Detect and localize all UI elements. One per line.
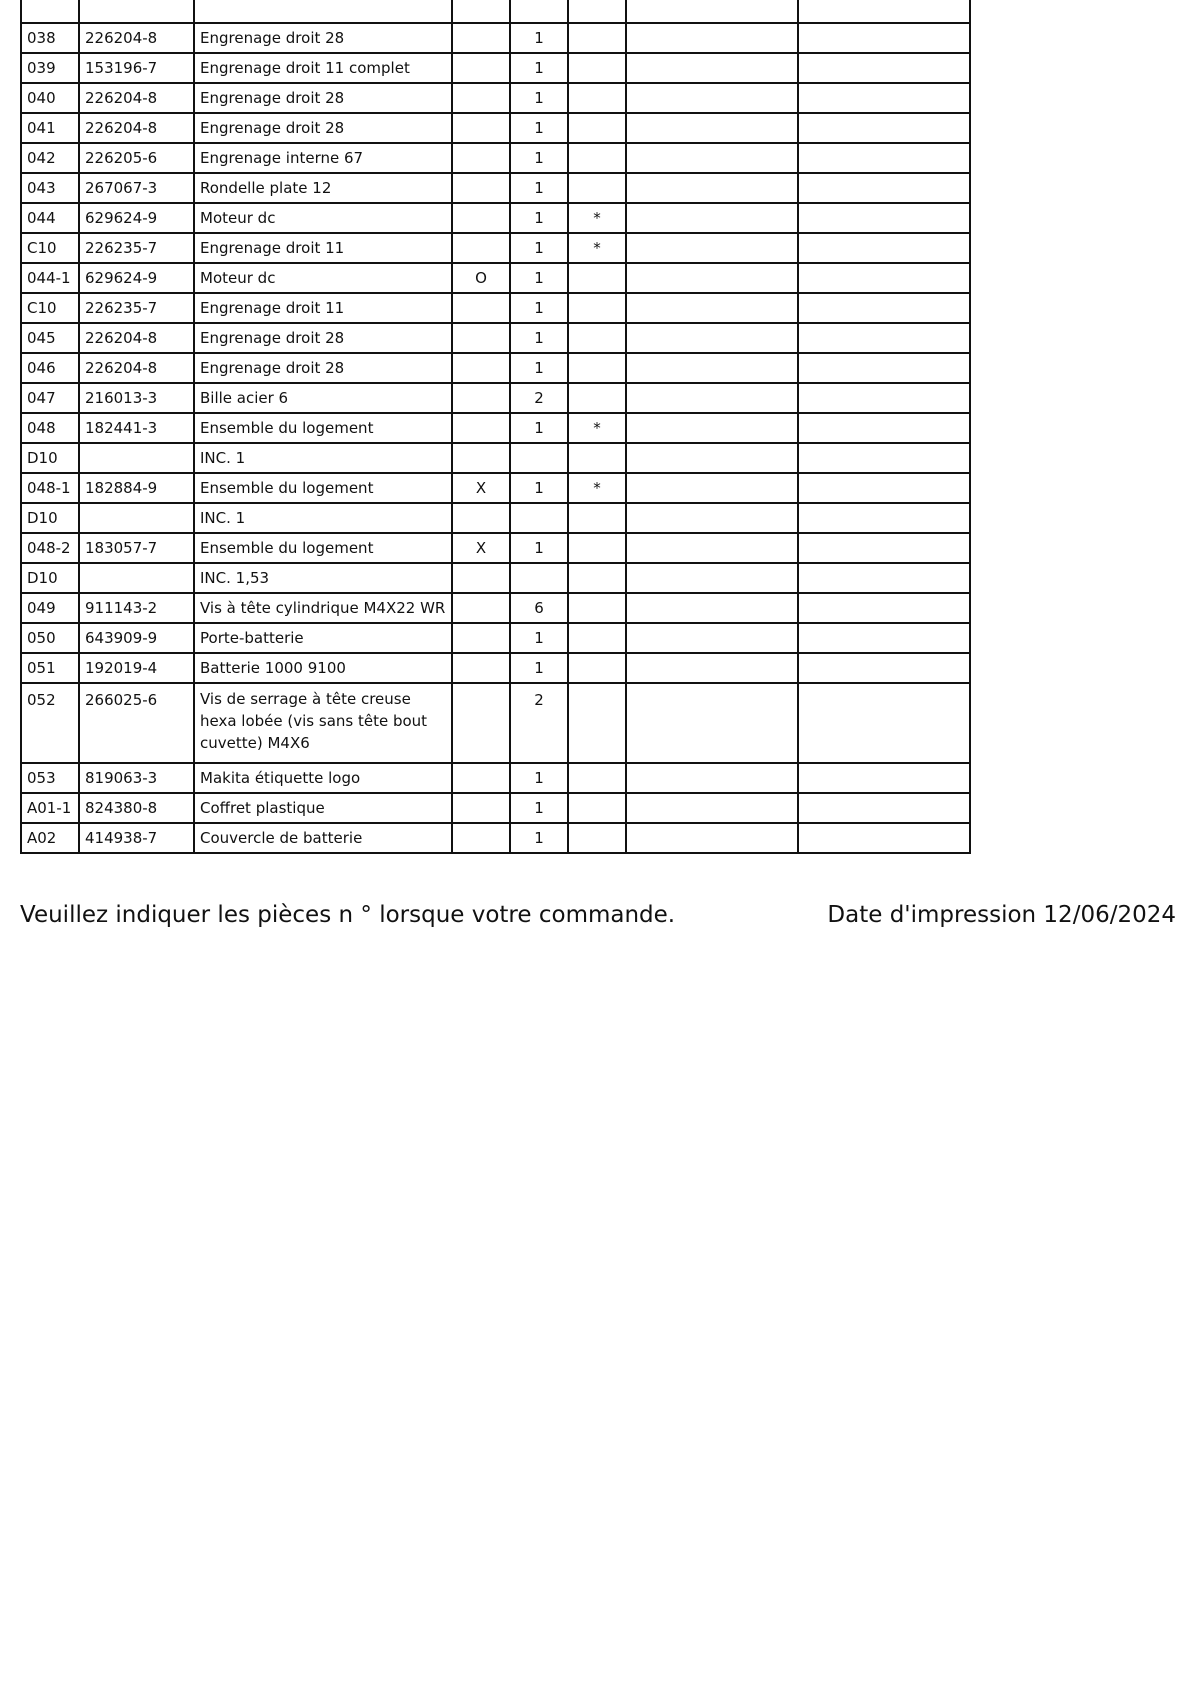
cell-quantity: 1 [510, 473, 568, 503]
cell-empty [626, 503, 798, 533]
table-row [21, 823, 970, 853]
cell-description: Ensemble du logement [194, 413, 452, 443]
cell-quantity: 1 [510, 793, 568, 823]
cell-empty [626, 353, 798, 383]
cell-empty [798, 533, 970, 563]
table-top-strip [21, 0, 970, 23]
cell-part-number: 629624-9 [79, 203, 194, 233]
order-instruction-note: Veuillez indiquer les pièces n ° lorsque votre commande. [20, 902, 676, 928]
cell-item-number: D10 [21, 443, 79, 473]
table-row [21, 593, 970, 623]
cell-quantity: 1 [510, 53, 568, 83]
cell-note-mark [568, 383, 626, 413]
cell-note-mark [568, 653, 626, 683]
cell-part-number [79, 443, 194, 473]
table-row [21, 23, 970, 53]
cell-quantity: 1 [510, 653, 568, 683]
cell-description: Coffret plastique [194, 793, 452, 823]
cell-quantity: 1 [510, 173, 568, 203]
cell-empty [798, 173, 970, 203]
table-row [21, 353, 970, 383]
cell-empty [798, 763, 970, 793]
cell-part-number: 226204-8 [79, 113, 194, 143]
cell-part-number: 414938-7 [79, 823, 194, 853]
cell-item-number: 053 [21, 763, 79, 793]
cell-flag [452, 143, 510, 173]
cell-note-mark: * [568, 413, 626, 443]
cell-flag [452, 443, 510, 473]
cell-item-number: D10 [21, 503, 79, 533]
cell-empty [798, 143, 970, 173]
cell-flag [452, 503, 510, 533]
cell-flag [452, 203, 510, 233]
cell-empty [626, 413, 798, 443]
table-row [21, 263, 970, 293]
cell-flag [452, 23, 510, 53]
cell-flag [452, 173, 510, 203]
cell-description: Engrenage droit 28 [194, 113, 452, 143]
cell-empty [798, 593, 970, 623]
cell-note-mark: * [568, 203, 626, 233]
cell-quantity: 2 [510, 683, 568, 763]
cell-empty [798, 823, 970, 853]
cell-description: Engrenage droit 28 [194, 323, 452, 353]
table-row [21, 443, 970, 473]
cell-item-number: 040 [21, 83, 79, 113]
cell-description: Batterie 1000 9100 [194, 653, 452, 683]
cell-description: Engrenage droit 28 [194, 353, 452, 383]
cell-description: Engrenage droit 11 complet [194, 53, 452, 83]
cell-empty [798, 233, 970, 263]
cell-quantity: 1 [510, 413, 568, 443]
cell-part-number: 226204-8 [79, 353, 194, 383]
cell-description: Moteur dc [194, 203, 452, 233]
cell-item-number: 043 [21, 173, 79, 203]
cell-part-number: 183057-7 [79, 533, 194, 563]
cell-flag [452, 53, 510, 83]
cell-empty [798, 383, 970, 413]
cell-empty [626, 443, 798, 473]
cell-note-mark [568, 443, 626, 473]
cell-note-mark [568, 113, 626, 143]
cell-part-number: 226204-8 [79, 23, 194, 53]
cell-flag [452, 623, 510, 653]
table-row [21, 503, 970, 533]
cell-empty [798, 83, 970, 113]
cell-description: Engrenage interne 67 [194, 143, 452, 173]
cell-empty [798, 473, 970, 503]
cell-note-mark [568, 263, 626, 293]
cell-part-number: 226204-8 [79, 323, 194, 353]
cell-flag [452, 683, 510, 763]
cell-quantity: 1 [510, 113, 568, 143]
cell-empty [626, 203, 798, 233]
cell-item-number: 049 [21, 593, 79, 623]
cell-part-number: 226204-8 [79, 83, 194, 113]
cell-note-mark [568, 763, 626, 793]
cell-item-number: 044 [21, 203, 79, 233]
cell-part-number: 266025-6 [79, 683, 194, 763]
cell-item-number: 050 [21, 623, 79, 653]
cell-part-number: 226235-7 [79, 233, 194, 263]
table-row [21, 293, 970, 323]
cell-quantity: 1 [510, 823, 568, 853]
cell-empty [626, 263, 798, 293]
cell-description: Engrenage droit 11 [194, 293, 452, 323]
cell-quantity: 1 [510, 623, 568, 653]
cell-note-mark [568, 503, 626, 533]
cell-empty [626, 23, 798, 53]
table-row [21, 383, 970, 413]
cell-flag [452, 323, 510, 353]
table-row [21, 473, 970, 503]
cell-empty [626, 293, 798, 323]
cell-note-mark [568, 793, 626, 823]
cell-quantity [510, 503, 568, 533]
cell-empty [626, 53, 798, 83]
cell-empty [626, 763, 798, 793]
cell-part-number: 629624-9 [79, 263, 194, 293]
table-row [21, 793, 970, 823]
cell-part-number: 226235-7 [79, 293, 194, 323]
cell-empty [798, 443, 970, 473]
cell-flag: X [452, 533, 510, 563]
cell-description: Ensemble du logement [194, 473, 452, 503]
cell-quantity: 2 [510, 383, 568, 413]
cell-note-mark [568, 623, 626, 653]
cell-empty [626, 233, 798, 263]
cell-quantity: 1 [510, 323, 568, 353]
cell-quantity: 1 [510, 203, 568, 233]
cell-empty [626, 653, 798, 683]
cell-empty [626, 173, 798, 203]
cell-empty [798, 293, 970, 323]
cell-part-number: 643909-9 [79, 623, 194, 653]
cell-item-number: 048-2 [21, 533, 79, 563]
cell-part-number [79, 503, 194, 533]
table-row [21, 53, 970, 83]
parts-table [20, 0, 971, 854]
cell-description: Vis de serrage à tête creuse hexa lobée (vis sans tête bout cuvette) M4X6 [194, 683, 452, 763]
cell-quantity [510, 443, 568, 473]
cell-quantity: 1 [510, 353, 568, 383]
cell-note-mark [568, 533, 626, 563]
table-row [21, 143, 970, 173]
cell-item-number: 041 [21, 113, 79, 143]
cell-item-number: 047 [21, 383, 79, 413]
cell-part-number [79, 563, 194, 593]
cell-quantity: 1 [510, 763, 568, 793]
cell-empty [626, 593, 798, 623]
cell-flag [452, 353, 510, 383]
cell-note-mark [568, 173, 626, 203]
cell-item-number: A01-1 [21, 793, 79, 823]
cell-flag [452, 593, 510, 623]
cell-part-number: 192019-4 [79, 653, 194, 683]
cell-empty [626, 143, 798, 173]
cell-empty [798, 323, 970, 353]
table-row [21, 413, 970, 443]
cell-item-number: D10 [21, 563, 79, 593]
cell-empty [798, 23, 970, 53]
cell-flag [452, 383, 510, 413]
cell-empty [798, 623, 970, 653]
cell-item-number: 052 [21, 683, 79, 763]
cell-part-number: 911143-2 [79, 593, 194, 623]
cell-item-number: 042 [21, 143, 79, 173]
cell-note-mark [568, 823, 626, 853]
cell-quantity: 1 [510, 533, 568, 563]
cell-note-mark [568, 353, 626, 383]
cell-flag [452, 563, 510, 593]
cell-description: Engrenage droit 11 [194, 233, 452, 263]
cell-empty [626, 113, 798, 143]
cell-description: Moteur dc [194, 263, 452, 293]
cell-empty [626, 683, 798, 763]
cell-item-number: 039 [21, 53, 79, 83]
table-row [21, 763, 970, 793]
cell-empty [626, 383, 798, 413]
table-row [21, 83, 970, 113]
print-date: Date d'impression 12/06/2024 [827, 902, 1176, 928]
cell-item-number: C10 [21, 293, 79, 323]
cell-empty [626, 823, 798, 853]
table-row [21, 173, 970, 203]
table-row [21, 623, 970, 653]
cell-empty [798, 503, 970, 533]
cell-item-number: 038 [21, 23, 79, 53]
cell-empty [798, 203, 970, 233]
cell-empty [798, 793, 970, 823]
cell-note-mark [568, 593, 626, 623]
cell-flag: X [452, 473, 510, 503]
cell-description: INC. 1 [194, 443, 452, 473]
cell-description: Engrenage droit 28 [194, 83, 452, 113]
cell-description: Porte-batterie [194, 623, 452, 653]
cell-flag [452, 413, 510, 443]
cell-empty [626, 473, 798, 503]
cell-item-number: C10 [21, 233, 79, 263]
cell-empty [626, 323, 798, 353]
cell-empty [626, 83, 798, 113]
table-row [21, 653, 970, 683]
cell-empty [626, 563, 798, 593]
cell-part-number: 153196-7 [79, 53, 194, 83]
table-row [21, 533, 970, 563]
cell-description: Rondelle plate 12 [194, 173, 452, 203]
cell-description: INC. 1,53 [194, 563, 452, 593]
cell-flag [452, 293, 510, 323]
table-row [21, 683, 970, 763]
table-row [21, 113, 970, 143]
cell-description: Vis à tête cylindrique M4X22 WR [194, 593, 452, 623]
cell-empty [798, 353, 970, 383]
cell-empty [626, 793, 798, 823]
cell-flag [452, 83, 510, 113]
cell-item-number: 045 [21, 323, 79, 353]
cell-item-number: 048-1 [21, 473, 79, 503]
cell-empty [626, 623, 798, 653]
cell-flag [452, 113, 510, 143]
cell-note-mark [568, 293, 626, 323]
table-row [21, 233, 970, 263]
cell-item-number: 044-1 [21, 263, 79, 293]
cell-part-number: 182441-3 [79, 413, 194, 443]
cell-empty [798, 413, 970, 443]
cell-note-mark [568, 53, 626, 83]
cell-description: INC. 1 [194, 503, 452, 533]
cell-quantity: 1 [510, 263, 568, 293]
cell-part-number: 824380-8 [79, 793, 194, 823]
cell-quantity: 1 [510, 143, 568, 173]
cell-description: Couvercle de batterie [194, 823, 452, 853]
cell-note-mark: * [568, 473, 626, 503]
cell-note-mark: * [568, 233, 626, 263]
cell-flag [452, 793, 510, 823]
cell-part-number: 819063-3 [79, 763, 194, 793]
cell-item-number: 051 [21, 653, 79, 683]
cell-item-number: A02 [21, 823, 79, 853]
cell-flag [452, 653, 510, 683]
cell-empty [798, 683, 970, 763]
cell-empty [626, 533, 798, 563]
cell-quantity [510, 563, 568, 593]
cell-note-mark [568, 683, 626, 763]
cell-quantity: 6 [510, 593, 568, 623]
cell-flag [452, 763, 510, 793]
cell-note-mark [568, 83, 626, 113]
cell-quantity: 1 [510, 83, 568, 113]
cell-description: Bille acier 6 [194, 383, 452, 413]
parts-table-body [21, 0, 970, 853]
cell-empty [798, 263, 970, 293]
cell-empty [798, 53, 970, 83]
table-row [21, 563, 970, 593]
cell-empty [798, 113, 970, 143]
cell-quantity: 1 [510, 233, 568, 263]
cell-part-number: 226205-6 [79, 143, 194, 173]
cell-item-number: 046 [21, 353, 79, 383]
cell-description: Engrenage droit 28 [194, 23, 452, 53]
cell-item-number: 048 [21, 413, 79, 443]
cell-flag [452, 823, 510, 853]
cell-flag: O [452, 263, 510, 293]
cell-part-number: 216013-3 [79, 383, 194, 413]
cell-note-mark [568, 563, 626, 593]
cell-part-number: 182884-9 [79, 473, 194, 503]
cell-description: Ensemble du logement [194, 533, 452, 563]
cell-note-mark [568, 143, 626, 173]
table-row [21, 323, 970, 353]
cell-note-mark [568, 23, 626, 53]
cell-part-number: 267067-3 [79, 173, 194, 203]
cell-quantity: 1 [510, 293, 568, 323]
table-row [21, 203, 970, 233]
cell-empty [798, 563, 970, 593]
cell-empty [798, 653, 970, 683]
cell-note-mark [568, 323, 626, 353]
cell-description: Makita étiquette logo [194, 763, 452, 793]
cell-quantity: 1 [510, 23, 568, 53]
cell-flag [452, 233, 510, 263]
